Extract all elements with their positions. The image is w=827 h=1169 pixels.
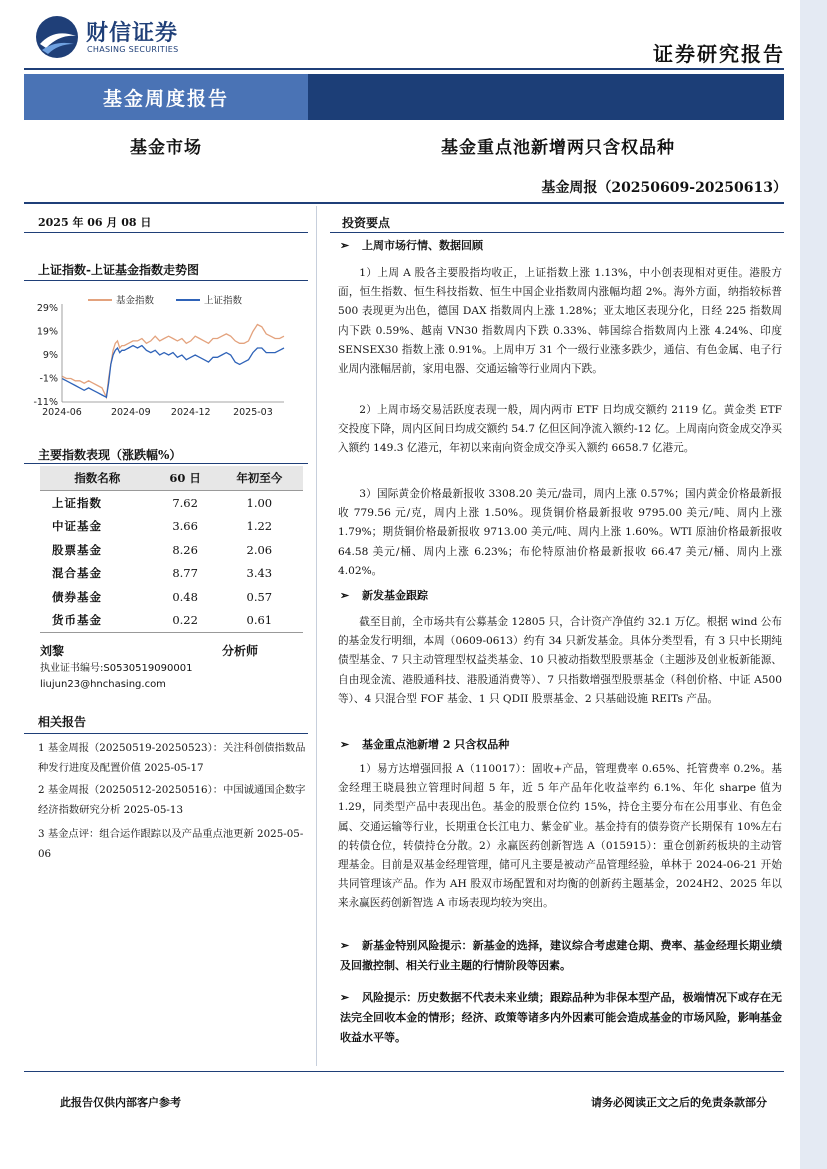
right-decoration-bar [800,0,827,1169]
x-tick-label: 2024-06 [42,407,82,418]
analyst-role: 分析师 [222,644,259,658]
bullet-key-pool [340,736,509,752]
arrow-icon: ➢ [340,991,350,1004]
row-60d: 8.77 [172,566,198,581]
row-name: 中证基金 [52,519,102,534]
legend-label: 上证指数 [204,295,243,307]
company-logo-icon [34,14,80,60]
x-tick-label: 2024-09 [110,407,151,418]
row-name: 货币基金 [40,609,155,633]
key-points-title: 投资要点 [342,216,391,230]
logo-en: CHASING SECURITIES [87,45,179,54]
new-funds-p1: 截至目前，全市场共有公募基金 12805 只，合计资产净值约 32.1 万亿。根据 wind 公布的基金发行明细，本周（0609-0613）约有 34 只新发基金。具体分类型看，有 3 只中长期纯债型基金、7 只主动管理型权益类基金、10 只被动指数型股票基金（主题涉及创业板新能源、自由现金流、港股通科技、港股通消费等）、7 只指数增强型股票基金（科创价格、中证 A500 等）、4 只混合型 FOF 基金、1 只 QDII 股票基金、2 只基础设施 REITs 产品。 [338,616,782,705]
warn-text: 新基金特别风险提示：新基金的选择，建议综合考虑建仓期、费率、基金经理长期业绩及回撤控制、相关行业主题的行情阶段等因素。 [340,939,782,972]
risk-warning [340,988,782,1048]
table-header-row [40,466,303,491]
row-60d: 0.22 [155,609,216,633]
y-tick-label: -11% [33,397,58,408]
col-header-60d: 60 日 [155,466,216,491]
table-row [40,562,303,586]
row-name: 混合基金 [52,566,102,581]
table-row [40,515,303,539]
row-60d: 8.26 [172,542,198,557]
header-divider [24,68,784,70]
title-divider [24,202,784,204]
chart-section-divider [24,280,308,281]
market-review-p3: 3）国际黄金价格最新报收 3308.20 美元/盎司，周内上涨 0.57%；国内黄金价格最新报收 779.56 元/克，周内上涨 1.50%。现货铜价格最新报收 9795.00 美元/吨、周内上涨 1.79%；期货铜价格最新报收 9713.00 美元/吨、周内上涨 1.60%。WTI 原油价格最新报收 64.58 美元/桶、周内上涨 6.23%；布伦特原油价格最新报收 66.47 美元/桶、周内上涨 4.02%。 [338,488,782,577]
col-header-name: 指数名称 [40,466,155,491]
arrow-icon: ➢ [340,738,350,751]
row-60d: 7.62 [172,495,198,510]
chart-section-title: 上证指数-上证基金指数走势图 [38,263,199,277]
arrow-icon: ➢ [340,589,350,602]
row-60d: 3.66 [172,519,198,534]
y-tick-label: 29% [36,303,58,314]
row-ytd: 0.57 [246,589,273,604]
row-name: 债券基金 [52,589,102,604]
index-trend-chart [26,290,296,420]
legend-label: 基金指数 [116,295,155,307]
y-tick-label: 19% [36,326,58,338]
y-tick-label: 9% [42,350,58,361]
analyst-email[interactable]: liujun23@hnchasing.com [40,679,166,690]
report-date: 2025 年 06 月 08 日 [38,216,152,229]
x-tick-label: 2025-03 [233,407,273,418]
warn-text: 风险提示：历史数据不代表未来业绩；跟踪品种为非保本型产品，极端情况下或存在无法完全回收本金的情形；经济、政策等诸多内外因素可能会造成基金的市场风险，影响基金收益水平等。 [340,991,782,1044]
analyst-name: 刘黎 [40,644,65,658]
table-row [40,609,303,633]
footer-divider [24,1071,784,1072]
index-performance-table [40,466,303,633]
logo-cn: 财信证券 [86,21,179,46]
related-section-divider [24,733,308,734]
date-divider [24,232,308,233]
perf-section-divider [24,463,308,464]
related-report-item[interactable]: 1 基金周报（20250519-20250523）：关注科创债指数品种发行进度及配置价值 2025-05-17 [38,742,306,774]
bullet-new-funds [340,587,428,603]
key-pool-p1: 1）易方达增强回报 A（110017）：固收+产品，管理费率 0.65%、托管费率 0.2%。基金经理王晓晨独立管理时间超 5 年，近 5 年产品年化收益率约 6.1%、年化 sharpe 值为 1.29，同类型产品中表现出色。基金的股票仓位约 15%，持仓主要分布在公用事业、有色金属、交通运输等行业，长期重仓长江电力、紫金矿业。基金持有的债券资产长期保有 10%左右的转债仓位，转债持仓分散。2）永赢医药创新智选 A（015915）：重仓创新药板块的主动管理基金。目前是双基金经理管理，储可凡主要是被动产品管理经验，单林于 2024-06-21 开始共同管理该产品。作为 AH 股双市场配置和对均衡的创新药主题基金，2024H2、2025 年以来永赢医药创新智选 A 市场表现均较为突出。 [338,763,782,910]
perf-section-title: 主要指数表现（涨跌幅%） [38,448,182,462]
bullet-title: 新发基金跟踪 [362,589,428,602]
row-ytd: 1.22 [246,519,273,534]
arrow-icon: ➢ [340,239,350,252]
x-tick-label: 2024-12 [170,407,211,418]
row-name: 股票基金 [52,542,102,557]
row-ytd: 1.00 [246,495,273,510]
report-title: 基金重点池新增两只含权品种 [441,138,675,158]
left-heading: 基金市场 [130,138,202,158]
market-review-p1: 1）上周 A 股各主要股指均收正，上证指数上涨 1.13%，中小创表现相对更佳。港股方面，恒生指数、恒生科技指数、恒生中国企业指数周内涨幅均超 2%。海外方面，纳指较标普 500 表现更为出色，德国 DAX 指数周内上涨 1.28%；亚太地区表现分化，日经 225 指数周内下跌 0.59%、越南 VN30 指数周内下跌 0.33%、韩国综合指数周内上涨 4.24%、印度 SENSEX30 指数上涨 0.91%。上周申万 31 个一级行业涨多跌少，通信、有色金属、电子行业周内涨幅居前，家用电器、交通运输等行业周内下跌。 [338,267,782,376]
row-60d: 0.48 [172,589,198,604]
arrow-icon: ➢ [340,939,350,952]
series-line-sh-index [62,346,284,398]
footer-right: 请务必阅读正文之后的免责条款部分 [591,1096,767,1109]
banner-right [308,74,784,120]
bullet-title: 基金重点池新增 2 只含权品种 [362,738,510,751]
new-fund-risk-warning [340,936,782,976]
related-report-item[interactable]: 2 基金周报（20250512-20250516）：中国诚通国企数字经济指数研究分析 2025-05-13 [38,784,306,816]
analyst-cert: 执业证书编号:S0530519090001 [40,663,193,674]
row-ytd: 2.06 [246,542,273,557]
row-ytd: 0.61 [216,609,303,633]
col-header-ytd: 年初至今 [216,466,303,491]
analyst-info [40,661,192,693]
report-subtitle: 基金周报（20250609-20250613） [541,180,787,196]
market-review-p2: 2）上周市场交易活跃度表现一般，周内两市 ETF 日均成交额约 2119 亿。黄金类 ETF 交投度下降，周内区间日均成交额约 54.7 亿但区间净流入额约-12 亿。上周南向资金成交净买入额约 149.3 亿港元，年初以来南向资金成交净买入额约 6658.7 亿港元。 [338,404,782,455]
key-points-divider [330,232,784,233]
related-report-item[interactable]: 3 基金点评：组合运作跟踪以及产品重点池更新 2025-05-06 [38,828,304,860]
footer-left: 此报告仅供内部客户参考 [60,1096,181,1109]
series-line-fund-index [62,325,284,398]
table-row [40,491,303,515]
related-section-title: 相关报告 [38,715,87,729]
row-ytd: 3.43 [246,566,273,581]
table-row [40,538,303,562]
banner-title: 基金周度报告 [102,88,229,110]
y-tick-label: -1% [39,373,58,385]
column-separator [316,206,317,1066]
table-row [40,585,303,609]
row-name: 上证指数 [52,495,102,510]
report-type: 证券研究报告 [653,42,785,66]
bullet-market-review [340,237,483,253]
bullet-title: 上周市场行情、数据回顾 [362,239,483,252]
